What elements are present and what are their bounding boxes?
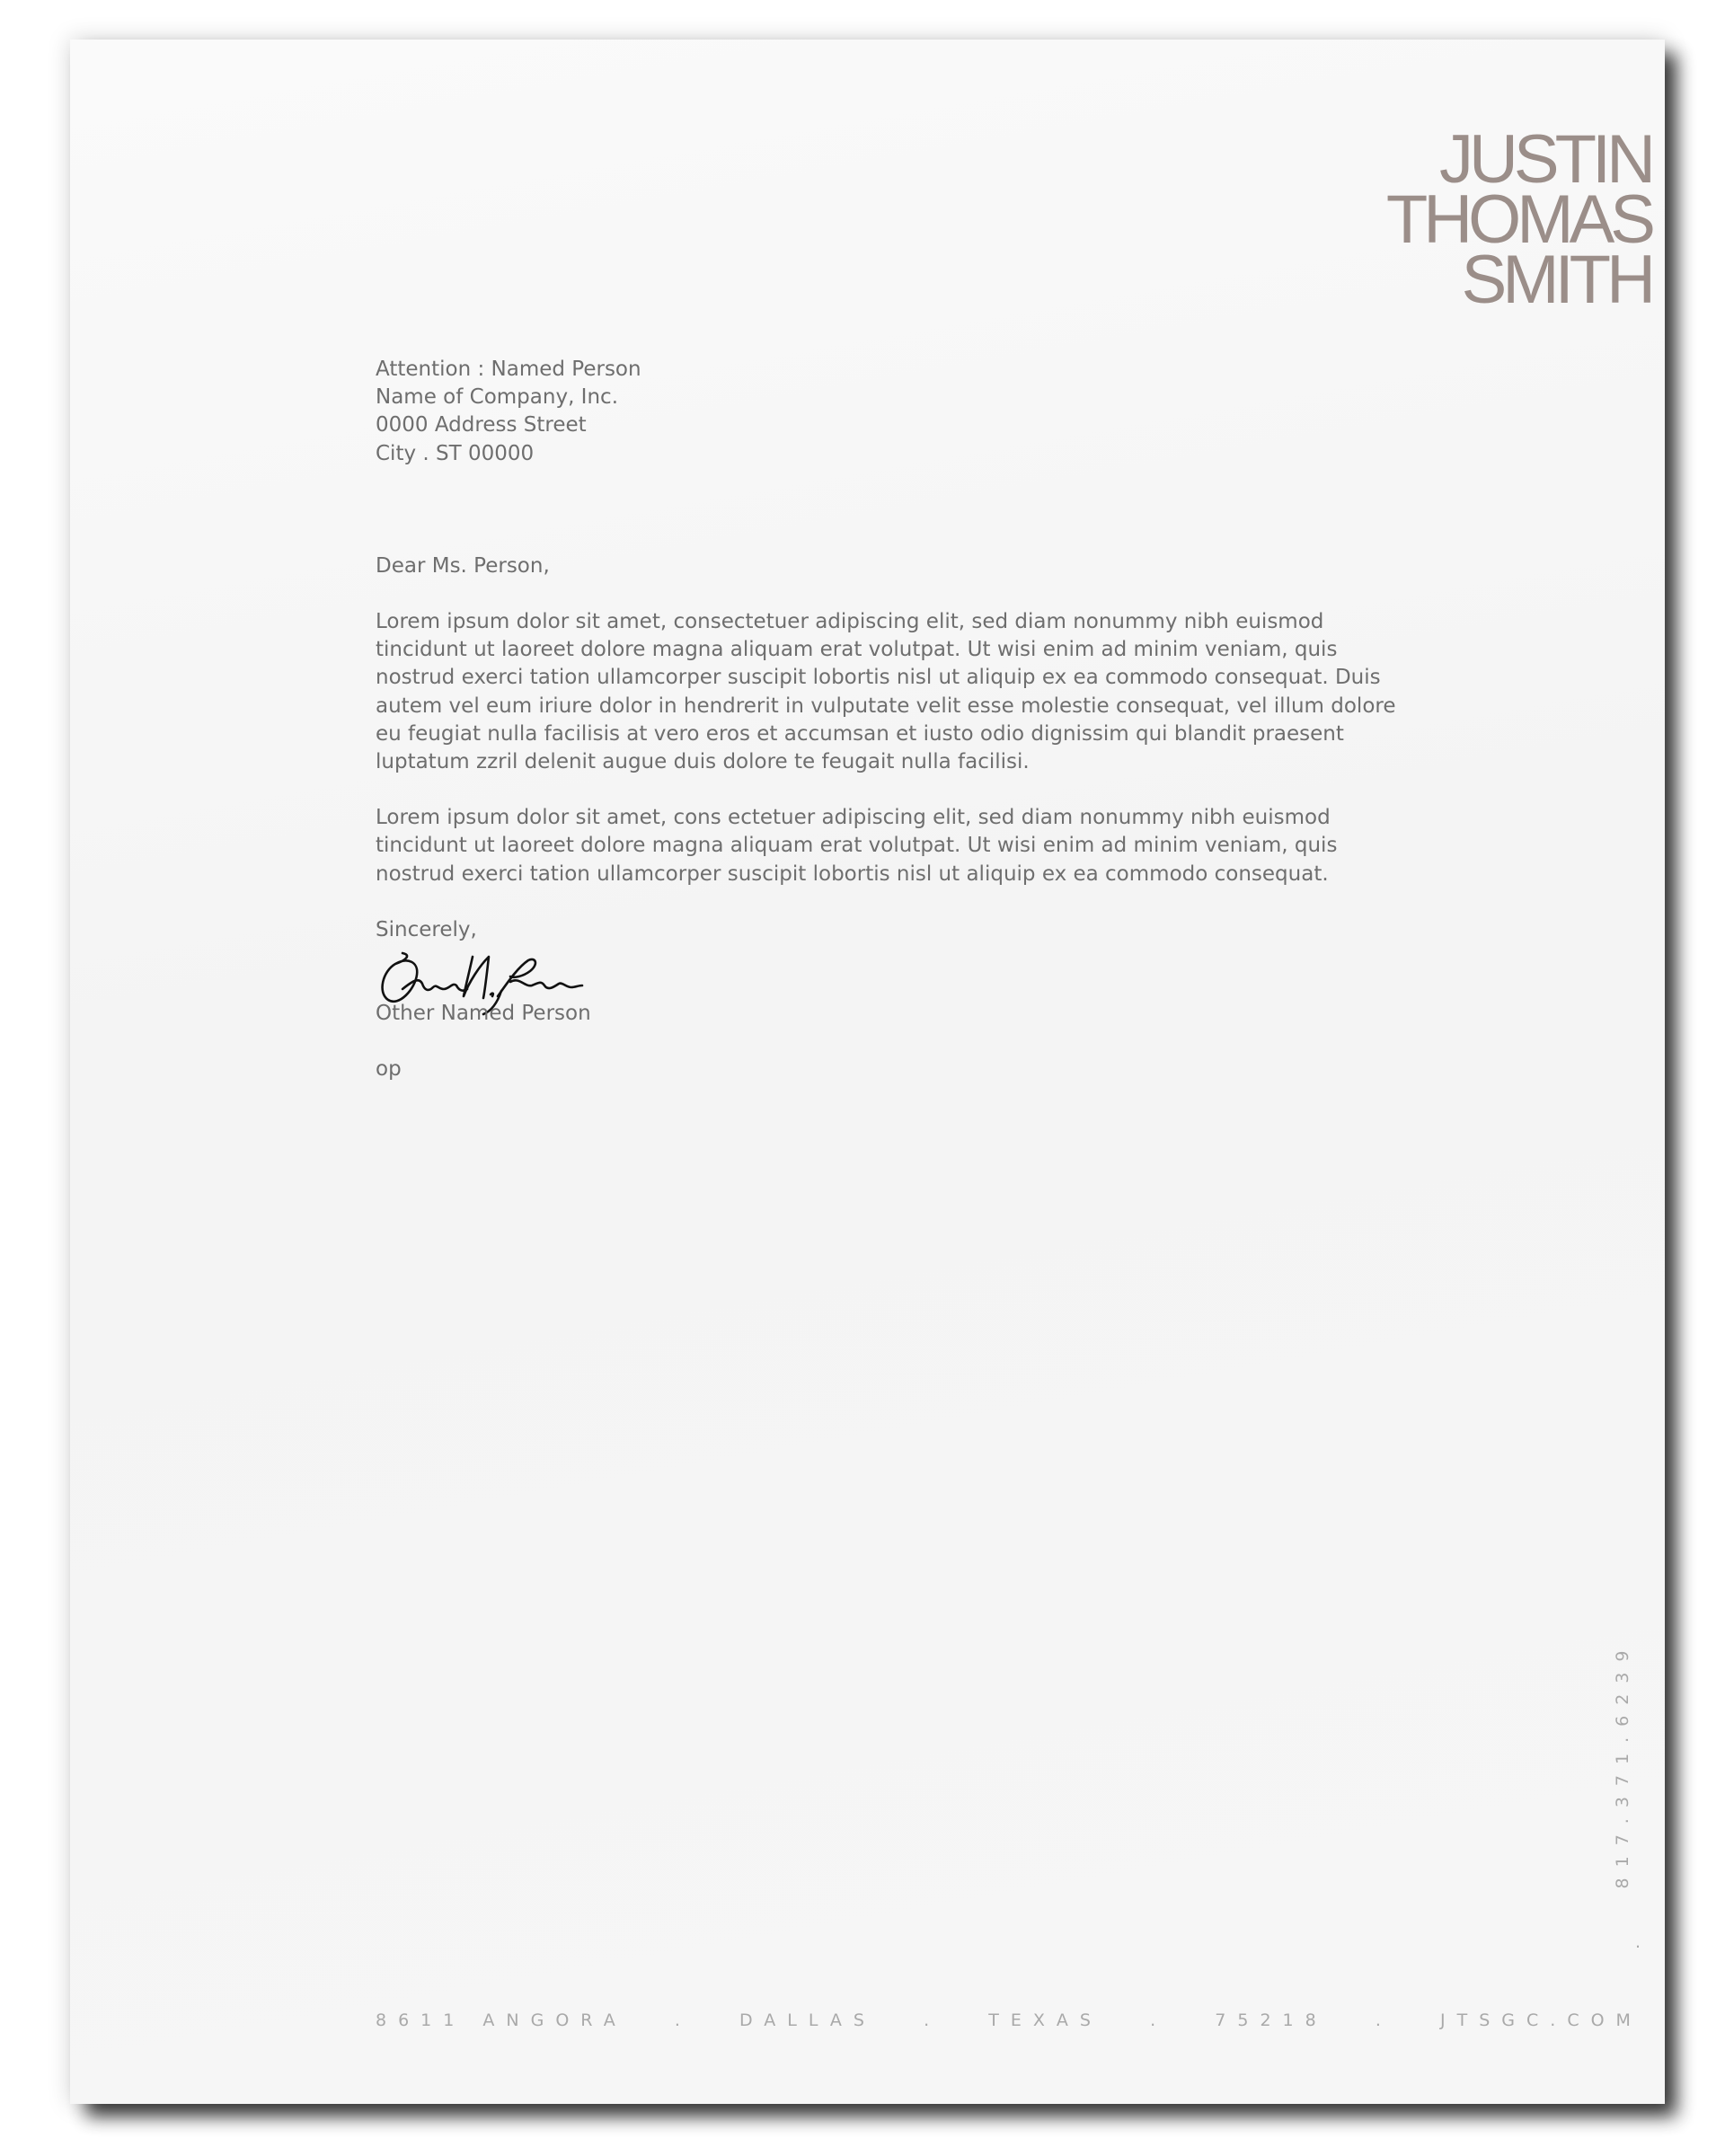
footer-zip: 75218	[1215, 2010, 1328, 2030]
letter-body	[376, 356, 1517, 1083]
phone-number-vertical	[1605, 1576, 1641, 1953]
recipient-block	[376, 356, 1517, 468]
spacer	[376, 1028, 1517, 1056]
recipient-attention: Attention : Named Person	[376, 358, 641, 381]
letter-sheet	[70, 40, 1665, 2104]
footer-separator: .	[1375, 2010, 1393, 2030]
spacer	[376, 776, 1517, 804]
spacer	[376, 580, 1517, 608]
paragraph-line: Lorem ipsum dolor sit amet, cons ectetuer adipiscing elit, sed diam nonummy nibh euismod	[376, 806, 1331, 830]
footer-separator: .	[1150, 2010, 1168, 2030]
paragraph-line: eu feugiat nulla facilisis at vero eros et accumsan et iusto odio dignissim qui blandit praesent	[376, 721, 1344, 746]
signer-name: Other Named Person	[376, 1002, 591, 1026]
paragraph-line: Lorem ipsum dolor sit amet, consectetuer adipiscing elit, sed diam nonummy nibh euismod	[376, 610, 1324, 634]
footer-state: TEXAS	[988, 2010, 1102, 2030]
paragraph-line: nostrud exerci tation ullamcorper suscipit lobortis nisl ut aliquip ex ea commodo consequat.	[376, 862, 1329, 886]
paragraph-line: nostrud exerci tation ullamcorper suscipit lobortis nisl ut aliquip ex ea commodo consequat. Duis	[376, 666, 1381, 690]
body-paragraph-1	[376, 608, 1517, 776]
footer-separator: .	[924, 2010, 942, 2030]
footer-address	[376, 2010, 1642, 2030]
paragraph-line: autem vel eum iriure dolor in hendrerit in vulputate velit esse molestie consequat, vel illum dolore	[376, 694, 1396, 718]
recipient-city: City . ST 00000	[376, 441, 535, 465]
recipient-company: Name of Company, Inc.	[376, 385, 619, 410]
footer-website: JTSGC.COM	[1440, 2010, 1642, 2030]
spacer	[376, 888, 1517, 916]
footer-street: 8611 ANGORA	[376, 2010, 627, 2030]
body-paragraph-2	[376, 804, 1517, 888]
recipient-street: 0000 Address Street	[376, 413, 587, 437]
phone-number: 817.371.6239	[1613, 1639, 1632, 1889]
spacer	[376, 468, 1517, 552]
typist-initials: op	[376, 1057, 402, 1082]
logo-line-middle-name: THOMAS	[1385, 181, 1651, 258]
closing: Sincerely,	[376, 917, 477, 941]
footer-city: DALLAS	[739, 2010, 876, 2030]
letterhead-logo	[1238, 121, 1651, 318]
paragraph-line: luptatum zzril delenit augue duis dolore te feugait nulla facilisi.	[376, 750, 1030, 774]
logo-line-first-name: JUSTIN	[1439, 121, 1651, 198]
side-dot: .	[1635, 1932, 1641, 1952]
paragraph-line: tincidunt ut laoreet dolore magna aliquam erat volutpat. Ut wisi enim ad minim veniam, quis	[376, 638, 1338, 662]
footer-separator: .	[674, 2010, 692, 2030]
logo-line-last-name: SMITH	[1461, 242, 1651, 318]
salutation: Dear Ms. Person,	[376, 553, 550, 578]
paragraph-line: tincidunt ut laoreet dolore magna aliquam erat volutpat. Ut wisi enim ad minim veniam, quis	[376, 834, 1338, 858]
